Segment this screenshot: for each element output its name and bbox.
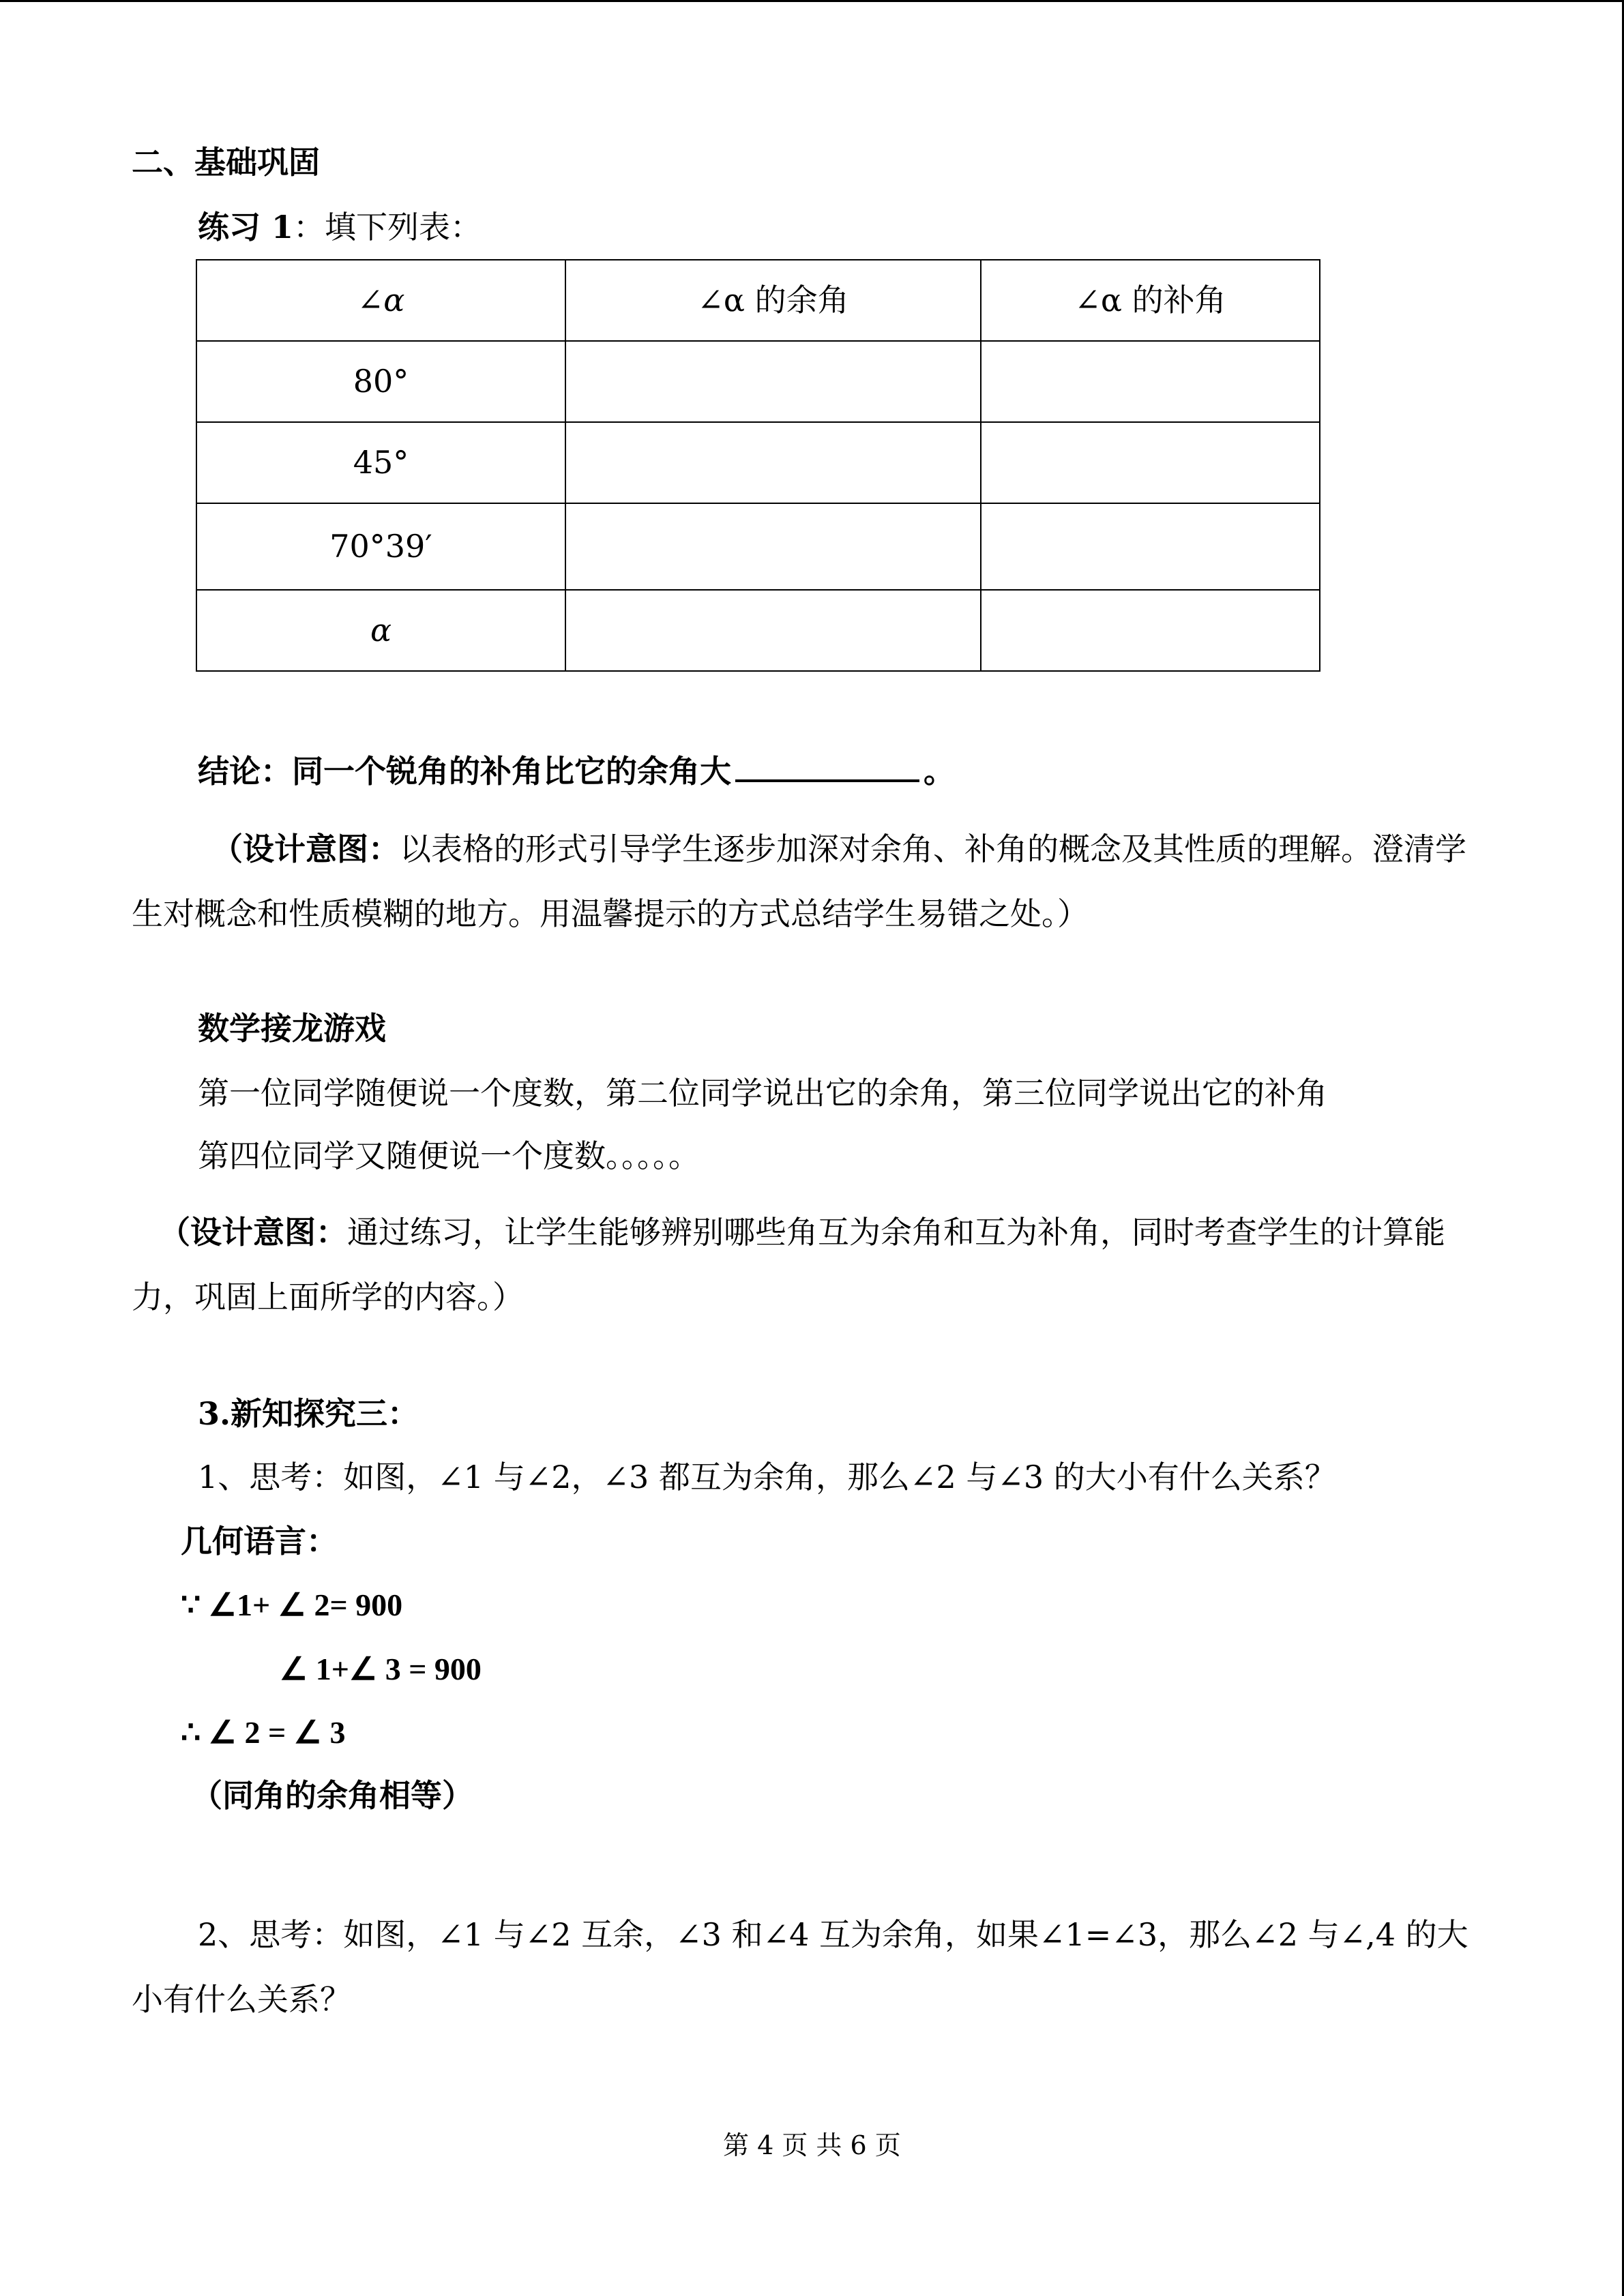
table-row (196, 341, 1320, 422)
explore3-question-2: 2、思考：如图，∠1 与∠2 互余，∠3 和∠4 互为余角，如果∠1=∠3，那么∠2 与∠,4 的大小有什么关系？ (132, 1916, 1468, 2018)
table-row (196, 422, 1320, 503)
proof-step-1: ∵ ∠1+ ∠ 2= 900 (181, 1587, 403, 1622)
conclusion-blank[interactable] (735, 754, 919, 782)
table-cell: 45° (196, 422, 565, 503)
conclusion (198, 752, 955, 792)
table-cell-blank[interactable] (981, 503, 1320, 590)
proof-step-3: ∴ ∠ 2 = ∠ 3 (181, 1715, 346, 1750)
table-header-cell: ∠α 的补角 (981, 260, 1320, 341)
table-cell-blank[interactable] (565, 590, 981, 671)
conclusion-period: 。 (924, 753, 955, 790)
explore3-question-1: 1、思考：如图，∠1 与∠2，∠3 都互为余角，那么∠2 与∠3 的大小有什么关系？ (198, 1459, 1336, 1495)
table-cell: 80° (196, 341, 565, 422)
table-cell-blank[interactable] (565, 341, 981, 422)
table-cell-blank[interactable] (981, 590, 1320, 671)
game-line-2: 第四位同学又随便说一个度数。。。。。 (198, 1137, 700, 1174)
page-border-top (0, 0, 1624, 2)
explore3-title: 3.新知探究三： (198, 1395, 419, 1432)
exercise1-instruction: ：填下列表： (293, 209, 482, 245)
design-note-1 (132, 817, 1496, 946)
design-note-2 (132, 1200, 1496, 1330)
game-line-1: 第一位同学随便说一个度数，第二位同学说出它的余角，第三位同学说出它的补角 (198, 1075, 1327, 1112)
table-cell: α (196, 590, 565, 671)
table-header-cell: ∠α 的余角 (565, 260, 981, 341)
table-row (196, 590, 1320, 671)
table-cell-blank[interactable] (981, 341, 1320, 422)
proof-step-2: ∠ 1+∠ 3 = 900 (280, 1652, 482, 1686)
proof-reason-text: （同角的余角相等） (191, 1777, 473, 1814)
conclusion-text: 结论：同一个锐角的补角比它的余角大 (198, 753, 731, 790)
section-title: 二、基础巩固 (132, 144, 320, 181)
table-row (196, 503, 1320, 590)
design-note-1-text: 以表格的形式引导学生逐步加深对余角、补角的概念及其性质的理解。澄清学生对概念和性质模糊的地方。用温馨提示的方式总结学生易错之处。） (132, 831, 1466, 932)
game-title: 数学接龙游戏 (198, 1010, 386, 1047)
table-cell-blank[interactable] (565, 503, 981, 590)
table-header-row (196, 260, 1320, 341)
table-cell-blank[interactable] (565, 422, 981, 503)
design-note-1-label: （设计意图： (211, 831, 400, 867)
design-note-2-label: （设计意图： (159, 1214, 347, 1251)
geometry-language-label: 几何语言： (181, 1523, 338, 1560)
exercise1-heading (198, 208, 482, 248)
angle-table (196, 259, 1320, 672)
table-cell: 70°39′ (196, 503, 565, 590)
design-note-2-text: 通过练习，让学生能够辨别哪些角互为余角和互为补角，同时考查学生的计算能力，巩固上面所学的内容。） (132, 1214, 1445, 1315)
table-header-cell: ∠α (196, 260, 565, 341)
page-footer: 第 4 页 共 6 页 (723, 2130, 901, 2160)
table-cell-blank[interactable] (981, 422, 1320, 503)
exercise1-label: 练习 1 (198, 209, 294, 245)
